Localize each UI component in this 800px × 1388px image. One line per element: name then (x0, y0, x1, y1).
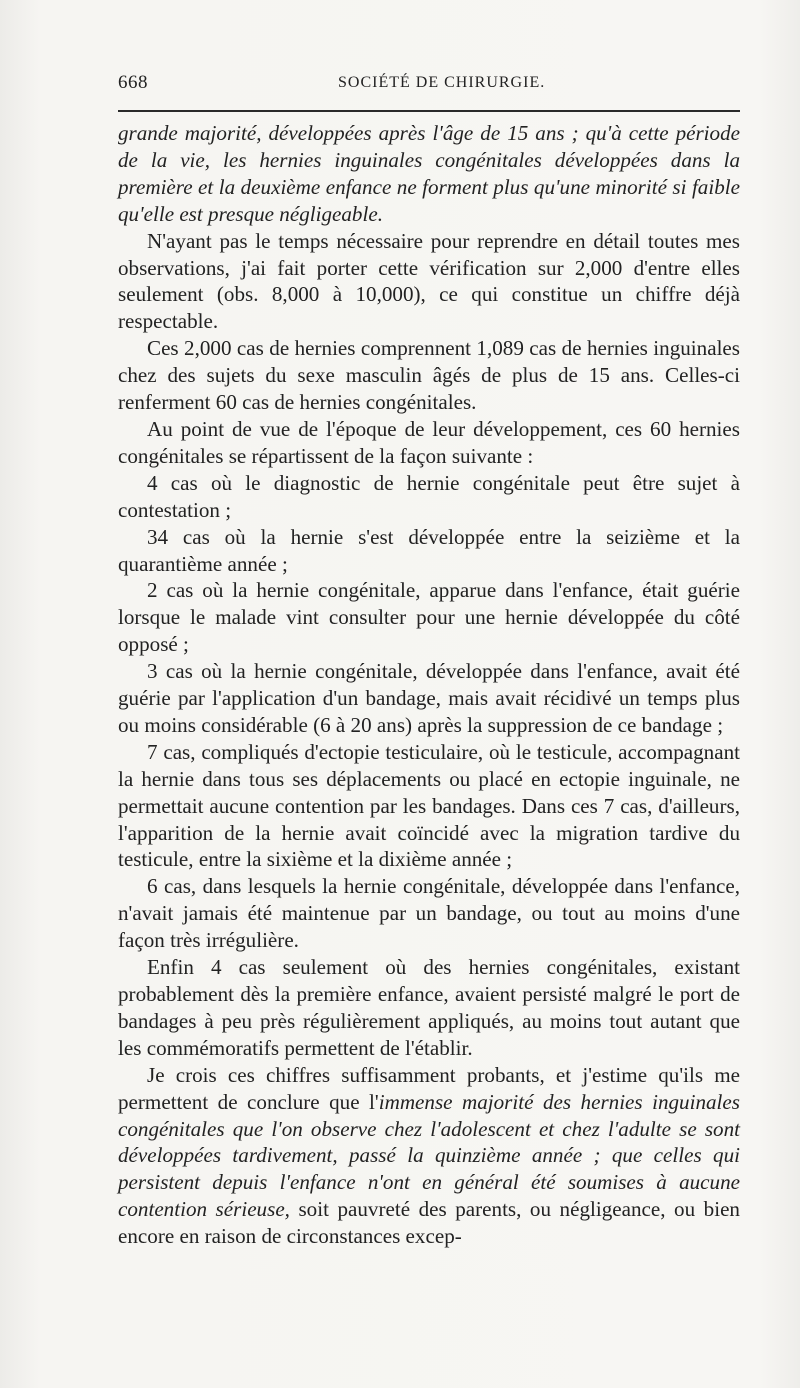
paragraph-continued (118, 120, 740, 228)
body-text (118, 120, 740, 1250)
page-number: 668 (118, 72, 148, 93)
list-item: 4 cas où le diagnostic de hernie congénitale peut être sujet à contestation ; (118, 470, 740, 522)
list-item: 34 cas où la hernie s'est développée entre la seizième et la quarantième année ; (118, 524, 740, 576)
paragraph: Au point de vue de l'époque de leur développement, ces 60 hernies congénitales se répartissent de la façon suivante : (118, 416, 740, 468)
paragraph-conclusion (118, 1062, 740, 1250)
paragraph: Ces 2,000 cas de hernies comprennent 1,089 cas de hernies inguinales chez des sujets du sexe masculin âgés de plus de 15 ans. Celles-ci renferment 60 cas de hernies congénitales. (118, 336, 740, 415)
running-head: SOCIÉTÉ DE CHIRURGIE. (338, 74, 546, 91)
conclusion-end: soit pauvreté des parents, ou négligeance, ou bien encore en raison de circonstances excep- (118, 1197, 740, 1249)
list-item: 7 cas, compliqués d'ectopie testiculaire, où le testicule, accompagnant la hernie dans tous ses déplacements ou placé en ectopie inguinale, ne permettait aucune contention par les bandages. Dans ces 7 cas, d'ailleurs, l'apparition de la hernie avait coïncidé avec la migration tardive du testicule, entre la sixième et la dixième année ; (118, 739, 740, 872)
page-header (118, 70, 738, 100)
conclusion-start: Je crois ces chiffres suffisamment probants, et j'estime qu'ils me permettent de conclure que l' (118, 1062, 740, 1114)
list-item: 3 cas où la hernie congénitale, développée dans l'enfance, avait été guérie par l'application d'un bandage, mais avait récidivé un temps plus ou moins considérable (6 à 20 ans) après la suppression de ce bandage ; (118, 659, 740, 737)
paragraph: Enfin 4 cas seulement où des hernies congénitales, existant probablement dès la première enfance, avaient persisté malgré le port de bandages à peu près régulièrement appliqués, au moins tout autant que les commémoratifs permettent de l'établir. (118, 955, 740, 1060)
list-item: 2 cas où la hernie congénitale, apparue dans l'enfance, était guérie lorsque le malade vint consulter pour une hernie développée du côté opposé ; (118, 578, 740, 657)
italic-continuation: grande majorité, développées après l'âge de 15 ans ; qu'à cette période de la vie, les hernies inguinales congénitales développées dans la première et la deuxième enfance ne forment plus qu'une minorité si faible qu'elle est presque négligeable. (118, 121, 740, 226)
header-rule (118, 110, 740, 112)
paragraph: N'ayant pas le temps nécessaire pour reprendre en détail toutes mes observations, j'ai fait porter cette vérification sur 2,000 d'entre elles seulement (obs. 8,000 à 10,000), ce qui constitue un chiffre déjà respectable. (118, 228, 740, 334)
conclusion-italic: immense majorité des hernies inguinales congénitales que l'on observe chez l'adolescent et chez l'adulte se sont développées tardivement, passé la quinzième année ; que celles qui persistent depuis l'enfance n'ont en général été soumises à aucune contention sérieuse, (118, 1089, 740, 1222)
list-item: 6 cas, dans lesquels la hernie congénitale, développée dans l'enfance, n'avait jamais été maintenue par un bandage, ou tout au moins d'une façon très irrégulière. (118, 874, 740, 953)
